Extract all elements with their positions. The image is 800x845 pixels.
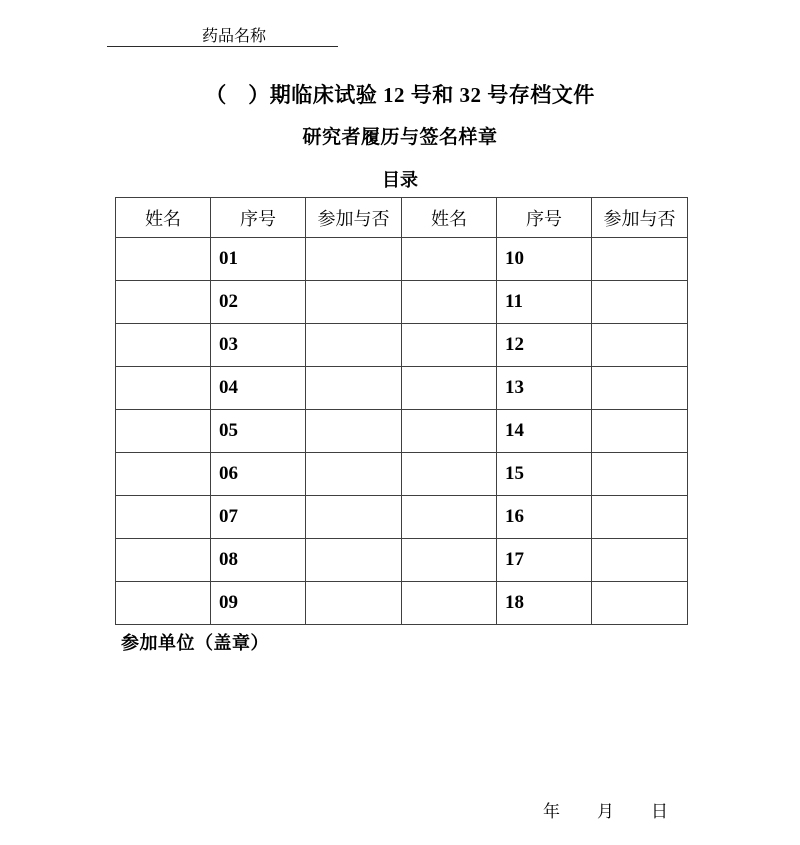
attendance-cell — [592, 453, 688, 496]
serial-number-cell: 02 — [211, 281, 306, 324]
serial-number-cell: 08 — [211, 539, 306, 582]
column-header-attendance-right: 参加与否 — [592, 198, 688, 238]
name-cell — [402, 453, 497, 496]
column-header-attendance-left: 参加与否 — [306, 198, 402, 238]
serial-number-cell: 09 — [211, 582, 306, 625]
name-cell — [402, 410, 497, 453]
name-cell — [116, 496, 211, 539]
attendance-cell — [306, 496, 402, 539]
drug-name-label: 药品名称 — [202, 28, 267, 45]
header-row — [116, 198, 688, 238]
column-header-name-right: 姓名 — [402, 198, 497, 238]
catalog-table — [115, 197, 688, 625]
name-cell — [402, 539, 497, 582]
table-row — [116, 539, 688, 582]
attendance-cell — [592, 410, 688, 453]
serial-number-cell: 14 — [497, 410, 592, 453]
month-label: 月 — [597, 802, 614, 821]
attendance-cell — [592, 238, 688, 281]
year-label: 年 — [543, 802, 560, 821]
attendance-cell — [306, 539, 402, 582]
name-cell — [116, 324, 211, 367]
attendance-cell — [306, 582, 402, 625]
table-row — [116, 496, 688, 539]
unit-seal-label: 参加单位（盖章） — [121, 633, 269, 653]
attendance-cell — [592, 496, 688, 539]
name-cell — [116, 281, 211, 324]
table-row — [116, 410, 688, 453]
name-cell — [116, 367, 211, 410]
serial-number-cell: 12 — [497, 324, 592, 367]
serial-number-cell: 18 — [497, 582, 592, 625]
name-cell — [116, 539, 211, 582]
table-row — [116, 453, 688, 496]
column-header-serial-left: 序号 — [211, 198, 306, 238]
toc-heading: 目录 — [382, 170, 418, 190]
serial-number-cell: 01 — [211, 238, 306, 281]
date-line — [543, 797, 668, 822]
attendance-cell — [592, 582, 688, 625]
table-row — [116, 238, 688, 281]
document-subtitle: 研究者履历与签名样章 — [302, 127, 498, 148]
name-cell — [116, 410, 211, 453]
serial-number-cell: 11 — [497, 281, 592, 324]
serial-number-cell: 15 — [497, 453, 592, 496]
attendance-cell — [306, 453, 402, 496]
name-cell — [116, 453, 211, 496]
name-cell — [116, 582, 211, 625]
serial-number-cell: 06 — [211, 453, 306, 496]
attendance-cell — [306, 281, 402, 324]
serial-number-cell: 16 — [497, 496, 592, 539]
name-cell — [402, 324, 497, 367]
attendance-cell — [306, 367, 402, 410]
attendance-cell — [306, 410, 402, 453]
name-cell — [116, 238, 211, 281]
attendance-cell — [306, 324, 402, 367]
table-row — [116, 582, 688, 625]
name-cell — [402, 238, 497, 281]
name-cell — [402, 281, 497, 324]
serial-number-cell: 10 — [497, 238, 592, 281]
day-label: 日 — [651, 802, 668, 821]
serial-number-cell: 07 — [211, 496, 306, 539]
name-cell — [402, 496, 497, 539]
serial-number-cell: 13 — [497, 367, 592, 410]
serial-number-cell: 05 — [211, 410, 306, 453]
drug-name-field — [107, 25, 338, 47]
serial-number-cell: 04 — [211, 367, 306, 410]
table-row — [116, 324, 688, 367]
attendance-cell — [592, 367, 688, 410]
column-header-serial-right: 序号 — [497, 198, 592, 238]
name-cell — [402, 367, 497, 410]
attendance-cell — [592, 324, 688, 367]
table-row — [116, 281, 688, 324]
table-row — [116, 367, 688, 410]
serial-number-cell: 03 — [211, 324, 306, 367]
serial-number-cell: 17 — [497, 539, 592, 582]
attendance-cell — [306, 238, 402, 281]
attendance-cell — [592, 539, 688, 582]
column-header-name-left: 姓名 — [116, 198, 211, 238]
document-title: （ ）期临床试验 12 号和 32 号存档文件 — [205, 83, 595, 107]
name-cell — [402, 582, 497, 625]
attendance-cell — [592, 281, 688, 324]
